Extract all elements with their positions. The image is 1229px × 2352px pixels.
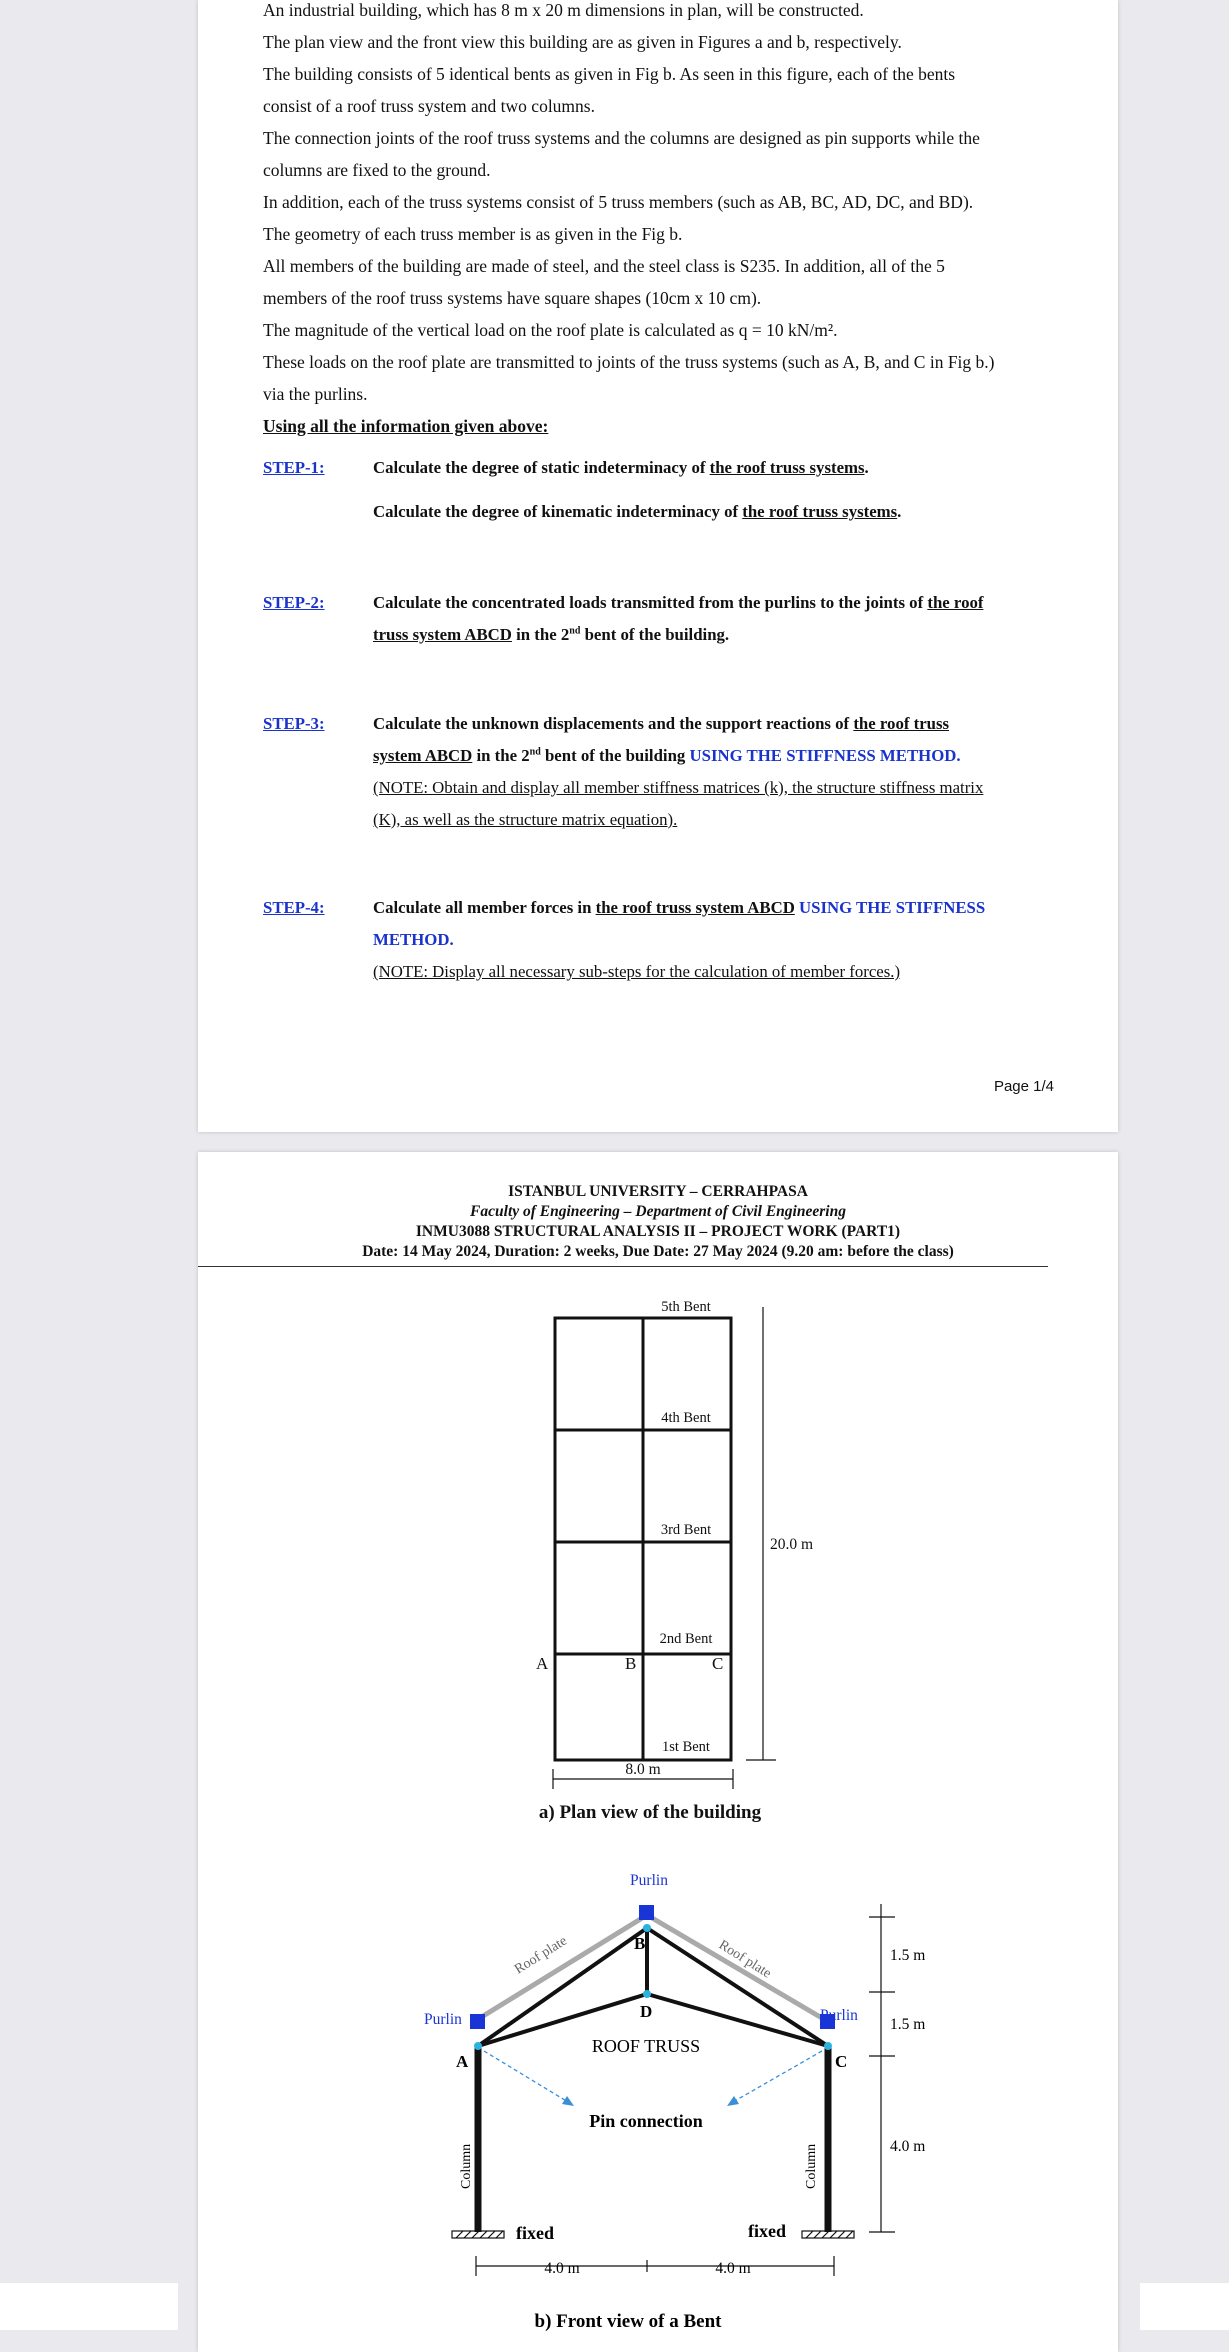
purlin-top-label: Purlin: [630, 1872, 668, 1889]
dim-column: 4.0 m: [890, 2138, 926, 2155]
intro-line: columns are fixed to the ground.: [263, 160, 491, 180]
intro-line: An industrial building, which has 8 m x 20 m dimensions in plan, will be constructed.: [263, 0, 864, 20]
bent-3-label: 3rd Bent: [660, 1522, 712, 1538]
intro-line: members of the roof truss systems have square shapes (10cm x 10 cm).: [263, 288, 762, 308]
joint-c-label: C: [835, 2052, 848, 2071]
length-dimension: 20.0 m: [770, 1536, 814, 1553]
step-4-body: Calculate all member forces in the roof truss system ABCD USING THE STIFFNESS METHOD. (NOTE: Display all necessary sub-steps for the calculation of member forces.): [373, 898, 986, 981]
gutter-left: [0, 2283, 178, 2330]
intro-line: The magnitude of the vertical load on the roof plate is calculated as q = 10 kN/m².: [263, 320, 838, 340]
pin-arrow-right: [733, 2051, 822, 2102]
bent-2-label: 2nd Bent: [659, 1631, 713, 1647]
joint-d-label: D: [640, 2002, 653, 2021]
plan-point-c: C: [712, 1654, 724, 1673]
fixed-right-label: fixed: [748, 2221, 786, 2241]
plan-point-b: B: [625, 1654, 637, 1673]
assignment-dates: Date: 14 May 2024, Duration: 2 weeks, Due Date: 27 May 2024 (9.20 am: before the class): [362, 1243, 954, 1260]
joint-c: [824, 2042, 832, 2050]
intro-line: All members of the building are made of steel, and the steel class is S235. In addition, all of the 5: [263, 256, 945, 276]
bent-1-label: 1st Bent: [662, 1739, 710, 1755]
bent-5-label: 5th Bent: [661, 1299, 711, 1315]
pin-arrowhead-right: [727, 2096, 739, 2106]
front-view-caption: b) Front view of a Bent: [534, 2311, 722, 2332]
intro-line: These loads on the roof plate are transmitted to joints of the truss systems (such as A, B, and C in Fig b.): [263, 352, 995, 372]
purlin-left: [470, 2014, 485, 2029]
roof-plate-right: [647, 1915, 827, 2021]
dim-top: 1.5 m: [890, 1947, 926, 1964]
step-1-body: Calculate the degree of static indeterminacy of the roof truss systems. Calculate the degree of kinematic indeterminacy of the roof truss systems.: [373, 458, 902, 521]
step-2-label: STEP-2:: [263, 593, 325, 612]
faculty-name: Faculty of Engineering – Department of Civil Engineering: [470, 1203, 846, 1220]
step-1-label: STEP-1:: [263, 458, 325, 477]
purlin-left-label: Purlin: [424, 2011, 462, 2028]
joint-b-label: B: [634, 1934, 646, 1953]
plan-point-a: A: [536, 1654, 549, 1673]
intro-line: The connection joints of the roof truss systems and the columns are designed as pin supports while the: [263, 128, 980, 148]
plan-view-caption: a) Plan view of the building: [538, 1802, 762, 1823]
dim-span-left: 4.0 m: [544, 2260, 580, 2277]
roof-truss-label: ROOF TRUSS: [591, 2036, 701, 2056]
intro-line: via the purlins.: [263, 384, 368, 404]
width-dimension: 8.0 m: [625, 1761, 661, 1778]
purlin-top: [639, 1905, 654, 1920]
intro-text: [263, 0, 1063, 442]
column-left-label: Column: [459, 2143, 474, 2189]
page-1: [198, 0, 1118, 1132]
purlin-right-label: Purlin: [820, 2007, 858, 2024]
step-4-label: STEP-4:: [263, 898, 325, 917]
roof-plate-left-label: Roof plate: [512, 1933, 570, 1978]
joint-a-label: A: [456, 2052, 469, 2071]
roof-plate-right-label: Roof plate: [715, 1937, 774, 1982]
joint-b: [643, 1924, 651, 1932]
dim-mid: 1.5 m: [890, 2016, 926, 2033]
intro-line: The geometry of each truss member is as given in the Fig b.: [263, 224, 683, 244]
page-number: Page 1/4: [993, 1078, 1054, 1095]
step-2-body: Calculate the concentrated loads transmitted from the purlins to the joints of the roof truss system ABCD in the 2nd bent of the building.: [373, 593, 984, 644]
pin-arrow-left: [484, 2051, 568, 2102]
gutter-right: [1140, 2283, 1229, 2330]
step-3-body: Calculate the unknown displacements and the support reactions of the roof truss system ABCD in the 2nd bent of the building USING THE STIFFNESS METHOD. (NOTE: Obtain and display all member stiffness matrices (k), the structure stiffness matrix (K), as well as the structure matrix equation).: [373, 714, 984, 829]
intro-line: The plan view and the front view this building are as given in Figures a and b, respectively.: [263, 32, 902, 52]
pin-connection-label: Pin connection: [589, 2111, 703, 2131]
intro-line: The building consists of 5 identical bents as given in Fig b. As seen in this figure, each of the bents: [263, 64, 956, 84]
column-right-label: Column: [804, 2143, 819, 2189]
intro-line: In addition, each of the truss systems consist of 5 truss members (such as AB, BC, AD, DC, and BD).: [263, 192, 974, 212]
given-heading: Using all the information given above:: [263, 416, 549, 436]
step-3-label: STEP-3:: [263, 714, 325, 733]
course-title: INMU3088 STRUCTURAL ANALYSIS II – PROJECT WORK (PART1): [415, 1223, 901, 1240]
university-name: ISTANBUL UNIVERSITY – CERRAHPASA: [508, 1183, 808, 1200]
dim-span-right: 4.0 m: [715, 2260, 751, 2277]
joint-a: [474, 2042, 482, 2050]
roof-plate-left: [475, 1915, 647, 2021]
bent-4-label: 4th Bent: [661, 1410, 711, 1426]
page-2: [198, 1152, 1118, 2352]
fixed-left-label: fixed: [516, 2223, 554, 2243]
intro-line: consist of a roof truss system and two columns.: [263, 96, 595, 116]
joint-d: [643, 1990, 651, 1998]
pin-arrowhead-left: [562, 2096, 574, 2106]
